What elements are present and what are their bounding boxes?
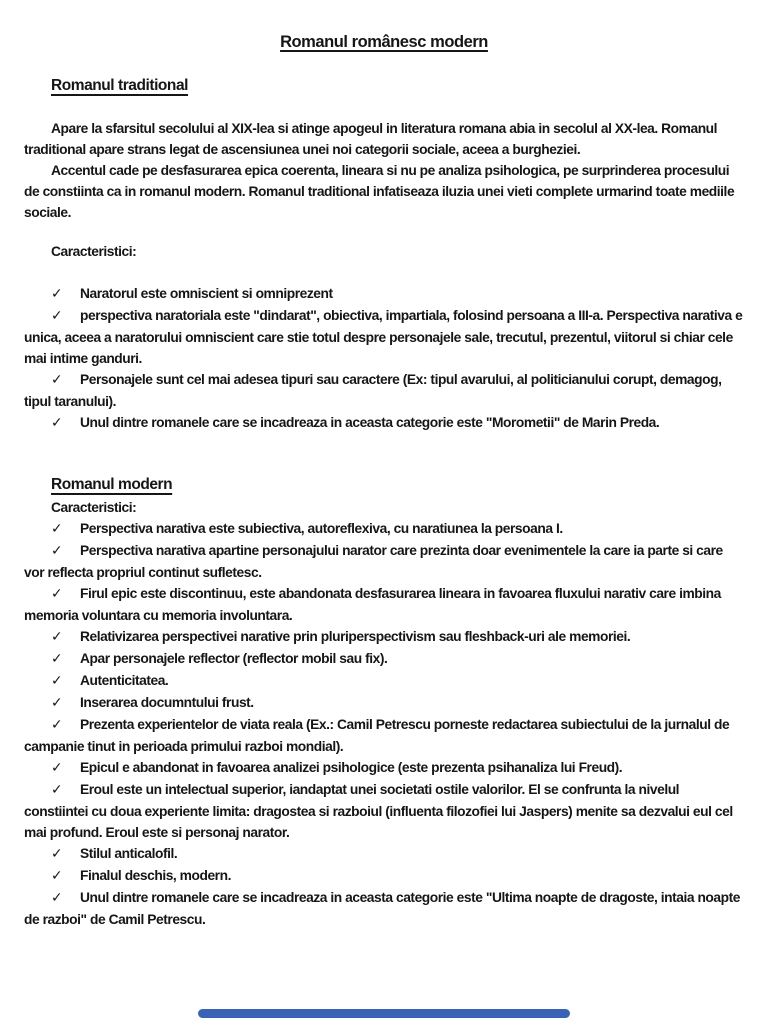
checkmark-icon: ✓ bbox=[51, 372, 63, 388]
bullet-text: Epicul e abandonat in favoarea analizei psihologice (este prezenta psihanaliza lui Freud). bbox=[80, 760, 623, 775]
bullet-item bbox=[24, 865, 744, 887]
checkmark-icon: ✓ bbox=[51, 717, 63, 733]
bullet-text: Unul dintre romanele care se incadreaza in aceasta categorie este "Ultima noapte de dragoste, intaia noapte de razboi" de Camil Petrescu. bbox=[24, 890, 740, 927]
bullet-text: Eroul este un intelectual superior, iandaptat unei societati ostile valorilor. El se confrunta la nivelul constiintei cu doua experiente limita: dragostea si razboiul (influenta filozofiei lui Jaspers) menite sa dezvalui eul cel mai profund. Eroul este si personaj narator. bbox=[24, 782, 733, 840]
list-label: Caracteristici: bbox=[51, 500, 137, 515]
bullet-text: Finalul deschis, modern. bbox=[80, 868, 231, 883]
bullet-list bbox=[24, 518, 744, 930]
checkmark-icon: ✓ bbox=[51, 415, 63, 431]
bullet-text: Apar personajele reflector (reflector mobil sau fix). bbox=[80, 651, 388, 666]
bullet-text: Naratorul este omniscient si omniprezent bbox=[80, 286, 333, 301]
bullet-text: Autenticitatea. bbox=[80, 673, 169, 688]
bullet-item bbox=[24, 648, 744, 670]
bullet-text: Perspectiva narativa este subiectiva, autoreflexiva, cu naratiunea la persoana I. bbox=[80, 521, 563, 536]
document-title: Romanul românesc modern bbox=[280, 33, 488, 51]
checkmark-icon: ✓ bbox=[51, 760, 63, 776]
bullet-text: perspectiva naratoriala este "dindarat", obiectiva, impartiala, folosind persoana a III-a. Perspectiva narativa e unica, aceea a naratorului omniscient care stie totul despre personajele sale, trecutul, prezentul, viitorul si chiar cele mai intime ganduri. bbox=[24, 308, 743, 366]
bullet-item bbox=[24, 887, 744, 930]
bullet-text: Relativizarea perspectivei narative prin pluriperspectivism sau fleshback-uri ale memoriei. bbox=[80, 629, 631, 644]
bullet-item bbox=[24, 843, 744, 865]
bullet-item bbox=[24, 518, 744, 540]
checkmark-icon: ✓ bbox=[51, 673, 63, 689]
bullet-text: Unul dintre romanele care se incadreaza in aceasta categorie este "Morometii" de Marin Preda. bbox=[80, 415, 660, 430]
document-body bbox=[24, 75, 744, 930]
section-heading: Romanul traditional bbox=[51, 77, 188, 94]
bullet-item bbox=[24, 670, 744, 692]
bullet-item bbox=[24, 692, 744, 714]
list-label: Caracteristici: bbox=[51, 244, 137, 259]
section-paragraphs bbox=[24, 118, 744, 223]
bullet-item bbox=[24, 412, 744, 434]
document-section bbox=[24, 474, 744, 930]
section-heading: Romanul modern bbox=[51, 476, 173, 493]
bullet-text: Inserarea documntului frust. bbox=[80, 695, 254, 710]
bullet-item bbox=[24, 583, 744, 626]
bullet-item bbox=[24, 540, 744, 583]
bullet-text: Stilul anticalofil. bbox=[80, 846, 178, 861]
bullet-list bbox=[24, 283, 744, 434]
document-section bbox=[24, 75, 744, 434]
checkmark-icon: ✓ bbox=[51, 890, 63, 906]
bullet-item bbox=[24, 283, 744, 305]
checkmark-icon: ✓ bbox=[51, 629, 63, 645]
checkmark-icon: ✓ bbox=[51, 521, 63, 537]
bullet-text: Firul epic este discontinuu, este abandonata desfasurarea lineara in favoarea fluxului narativ care imbina memoria voluntara cu memoria involuntara. bbox=[24, 586, 721, 623]
bullet-item bbox=[24, 757, 744, 779]
bullet-text: Perspectiva narativa apartine personajului narator care prezinta doar evenimentele la care ia parte si care vor reflecta propriul continut sufletesc. bbox=[24, 543, 723, 580]
bullet-item bbox=[24, 305, 744, 369]
bullet-text: Prezenta experientelor de viata reala (Ex.: Camil Petrescu porneste redactarea subiectului de la jurnalul de campanie tinut in perioada primului razboi mondial). bbox=[24, 717, 730, 754]
scroll-indicator-bar[interactable] bbox=[198, 1009, 570, 1018]
checkmark-icon: ✓ bbox=[51, 543, 63, 559]
bullet-item bbox=[24, 626, 744, 648]
checkmark-icon: ✓ bbox=[51, 651, 63, 667]
bullet-text: Personajele sunt cel mai adesea tipuri sau caractere (Ex: tipul avarului, al politicianului corupt, demagog, tipul taranului). bbox=[24, 372, 722, 409]
checkmark-icon: ✓ bbox=[51, 308, 63, 324]
bullet-item bbox=[24, 714, 744, 757]
checkmark-icon: ✓ bbox=[51, 846, 63, 862]
checkmark-icon: ✓ bbox=[51, 782, 63, 798]
bullet-item bbox=[24, 779, 744, 843]
paragraph: Apare la sfarsitul secolului al XIX-lea si atinge apogeul in literatura romana abia in secolul al XX-lea. Romanul traditional apare strans legat de ascensiunea unei noi categorii sociale, aceea a burgheziei. bbox=[24, 121, 718, 157]
checkmark-icon: ✓ bbox=[51, 286, 63, 302]
bullet-item bbox=[24, 369, 744, 412]
checkmark-icon: ✓ bbox=[51, 868, 63, 884]
paragraph: Accentul cade pe desfasurarea epica coerenta, lineara si nu pe analiza psihologica, pe surprinderea procesului de constiinta ca in romanul modern. Romanul traditional infatiseaza iluzia unei vieti complete urmarind toate mediile sociale. bbox=[24, 163, 735, 220]
checkmark-icon: ✓ bbox=[51, 586, 63, 602]
checkmark-icon: ✓ bbox=[51, 695, 63, 711]
